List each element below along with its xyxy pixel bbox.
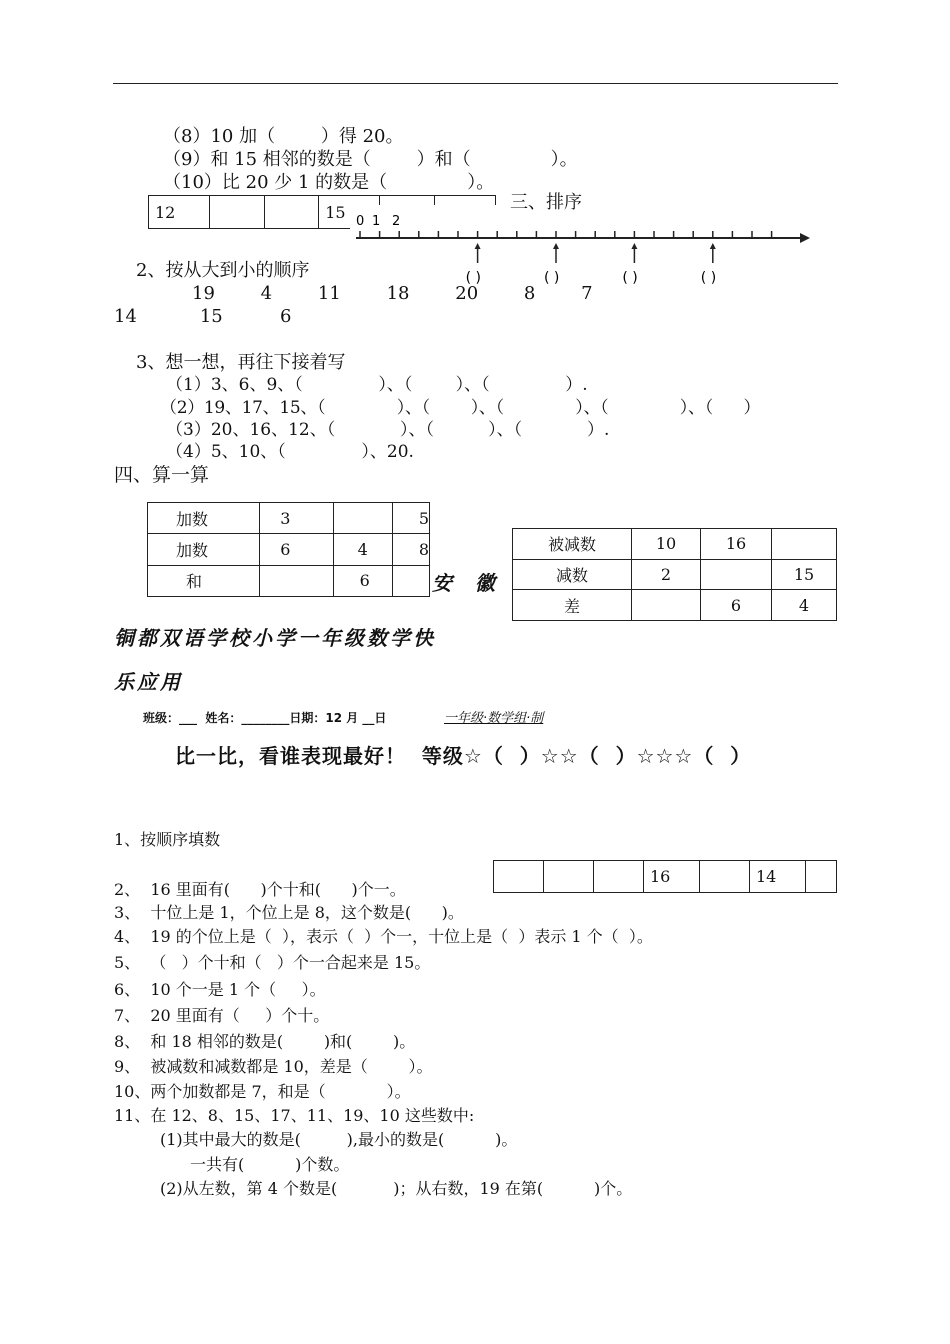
header-rule (113, 83, 838, 84)
info-line: 班级：___ 姓名：________日期：12 月 __日 (143, 711, 387, 725)
table-cell[interactable]: 6 (260, 534, 333, 565)
seq-cell[interactable]: 14 (750, 861, 806, 893)
question-item: 4、 19 的个位上是（ ），表示（ ）个一，十位上是（ ）表示 1 个（ ）。 (114, 927, 653, 946)
table-cell[interactable]: 8 (392, 534, 429, 565)
heading-title-line1: 铜都双语学校小学一年级数学快 (114, 626, 436, 650)
seq-cell[interactable] (494, 861, 544, 893)
table-cell[interactable] (260, 565, 333, 596)
question-item: 8、 和 18 相邻的数是( )和( )。 (114, 1032, 416, 1051)
think-line: （4）5、10、（ ）、20. (166, 442, 414, 462)
question-10: （10）比 20 少 1 的数是（ ）。 (163, 172, 495, 193)
section-calc-title: 四、算一算 (114, 464, 210, 486)
credit-line: 一年级·数学组·制 (444, 711, 544, 726)
table-cell[interactable]: 5 (392, 503, 429, 534)
question-item: 3、 十位上是 1，个位上是 8，这个数是( )。 (114, 903, 464, 922)
table-cell: 减数 (513, 559, 632, 590)
seq-cell[interactable]: 15 (319, 196, 380, 229)
table-cell[interactable] (632, 590, 701, 621)
answer-blank: ( ) (622, 270, 638, 286)
table-cell: 加数 (148, 534, 260, 565)
sequence-row-bottom (493, 860, 837, 893)
sort-numbers-row1: 19 4 11 18 20 8 7 (192, 283, 593, 304)
table-cell[interactable] (701, 559, 772, 590)
answer-blank: ( ) (544, 270, 560, 286)
question-item: 6、 10 个一是 1 个（ ）。 (114, 980, 326, 999)
table-cell: 被减数 (513, 529, 632, 560)
seq-cell[interactable]: 12 (149, 196, 210, 229)
section-sort-title: 三、排序 (510, 192, 582, 213)
compare-line: 比一比，看谁表现最好！ 等级☆（ ）☆☆（ ）☆☆☆（ ） (175, 744, 752, 768)
seq-cell[interactable] (806, 861, 837, 893)
seq-cell[interactable] (594, 861, 644, 893)
question-item: 9、 被减数和减数都是 10，差是（ ）。 (114, 1057, 433, 1076)
number-line (350, 205, 810, 290)
question-item: 5、 （ ）个十和（ ）个一合起来是 15。 (114, 953, 431, 972)
number-line-arrow (622, 243, 637, 286)
table-cell[interactable] (772, 529, 837, 560)
think-line: （1）3、6、9、（ ）、（ ）、（ ）. (166, 375, 588, 395)
answer-blank: ( ) (700, 270, 717, 286)
question-item: 11、在 12、8、15、17、11、19、10 这些数中: (114, 1106, 475, 1125)
question-11-sub: 一共有( )个数。 (190, 1155, 350, 1174)
table-cell: 差 (513, 590, 632, 621)
table-cell[interactable]: 4 (772, 590, 837, 621)
table-cell: 和 (148, 565, 260, 596)
seq-cell[interactable] (264, 196, 319, 229)
seq-cell[interactable] (700, 861, 750, 893)
tick-label: 1 (372, 214, 381, 229)
question-item: 7、 20 里面有（ ）个十。 (114, 1006, 330, 1025)
tick-label: 0 (356, 214, 365, 229)
question-item: 2、 16 里面有( )个十和( )个一。 (114, 880, 406, 899)
question-item: 10、两个加数都是 7，和是（ ）。 (114, 1082, 411, 1101)
sort-title: 2、按从大到小的顺序 (136, 260, 310, 281)
think-line: （2）19、17、15、（ ）、（ ）、（ ）、（ ）、（ ） (160, 398, 761, 418)
think-line: （3）20、16、12、（ ）、（ ）、（ ）. (166, 420, 610, 440)
question-9: （9）和 15 相邻的数是（ ）和（ ）。 (163, 149, 578, 170)
fill-order-title: 1、按顺序填数 (114, 830, 221, 849)
subtraction-table (512, 528, 837, 621)
number-line-arrow (466, 243, 481, 286)
table-cell: 加数 (148, 503, 260, 534)
table-cell[interactable]: 4 (333, 534, 392, 565)
think-title: 3、想一想，再往下接着写 (136, 352, 346, 373)
seq-cell[interactable] (210, 196, 265, 229)
table-cell[interactable]: 16 (701, 529, 772, 560)
number-line-arrow (701, 243, 716, 286)
heading-province: 安 徽 (432, 571, 498, 595)
addition-table (147, 502, 430, 597)
number-line-arrow (544, 243, 559, 286)
table-cell[interactable]: 2 (632, 559, 701, 590)
table-cell[interactable]: 6 (701, 590, 772, 621)
sort-numbers-row2: 14 15 6 (114, 306, 292, 327)
seq-cell[interactable] (544, 861, 594, 893)
table-cell[interactable] (392, 565, 429, 596)
table-cell[interactable]: 10 (632, 529, 701, 560)
heading-title-line2: 乐应用 (114, 670, 183, 694)
question-8: （8）10 加（ ）得 20。 (163, 126, 404, 147)
seq-cell[interactable]: 16 (644, 861, 700, 893)
table-cell[interactable]: 3 (260, 503, 333, 534)
answer-blank: ( ) (465, 270, 481, 286)
table-cell[interactable]: 15 (772, 559, 837, 590)
question-11-sub: (1)其中最大的数是( ),最小的数是( )。 (160, 1130, 518, 1149)
question-11-sub: (2)从左数，第 4 个数是( )；从右数，19 在第( )个。 (160, 1179, 633, 1198)
table-cell[interactable]: 6 (333, 565, 392, 596)
tick-label: 2 (392, 214, 401, 229)
table-cell[interactable] (333, 503, 392, 534)
